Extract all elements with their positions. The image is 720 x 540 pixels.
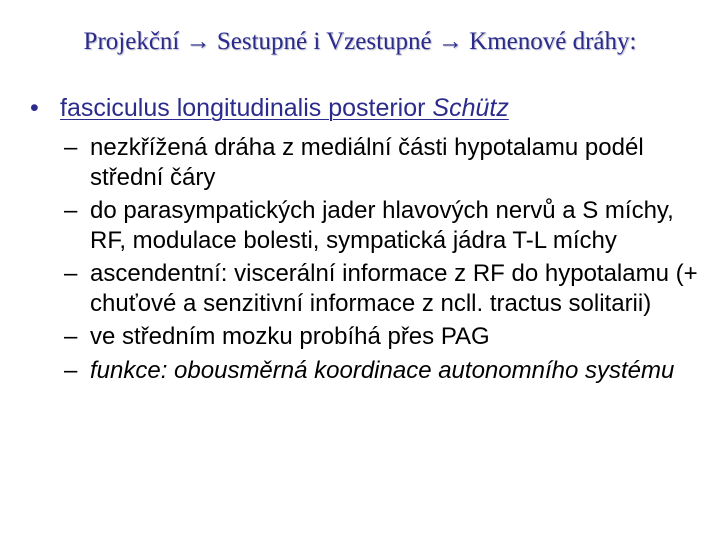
slide-title: Projekční → Sestupné i Vzestupné → Kmenové dráhy:	[83, 28, 637, 55]
sub-bullet	[64, 259, 704, 318]
sub-bullet	[64, 356, 704, 386]
main-bullet	[30, 92, 700, 124]
sub-bullet	[64, 196, 704, 255]
dash-marker: –	[64, 197, 78, 224]
sub-bullet-text: ve středním mozku probíhá přes PAG	[90, 323, 490, 350]
dash-marker: –	[64, 356, 78, 384]
sub-bullet	[64, 322, 704, 352]
sub-bullet	[64, 133, 704, 192]
sub-bullet-text: funkce: obousměrná koordinace autonomního systému	[90, 356, 675, 384]
sub-bullet-text: ascendentní: viscerální informace z RF do hypotalamu (+ chuťové a senzitivní informace z ncll. tractus solitarii)	[90, 260, 698, 317]
sub-bullet-text: do parasympatických jader hlavových nervů a S míchy, RF, modulace bolesti, sympatická jádra T-L míchy	[90, 197, 674, 254]
sub-bullet-text: nezkřížená dráha z mediální části hypotalamu podél střední čáry	[90, 134, 644, 191]
dash-marker: –	[64, 323, 78, 350]
main-bullet-text-regular: fasciculus longitudinalis posterior	[60, 94, 433, 122]
main-bullet-text	[60, 94, 509, 122]
main-bullet-text-italic: Schütz	[432, 94, 509, 122]
dash-marker: –	[64, 134, 78, 161]
sub-bullet-list	[64, 133, 704, 389]
dash-marker: –	[64, 260, 78, 287]
bullet-marker: •	[30, 94, 39, 122]
